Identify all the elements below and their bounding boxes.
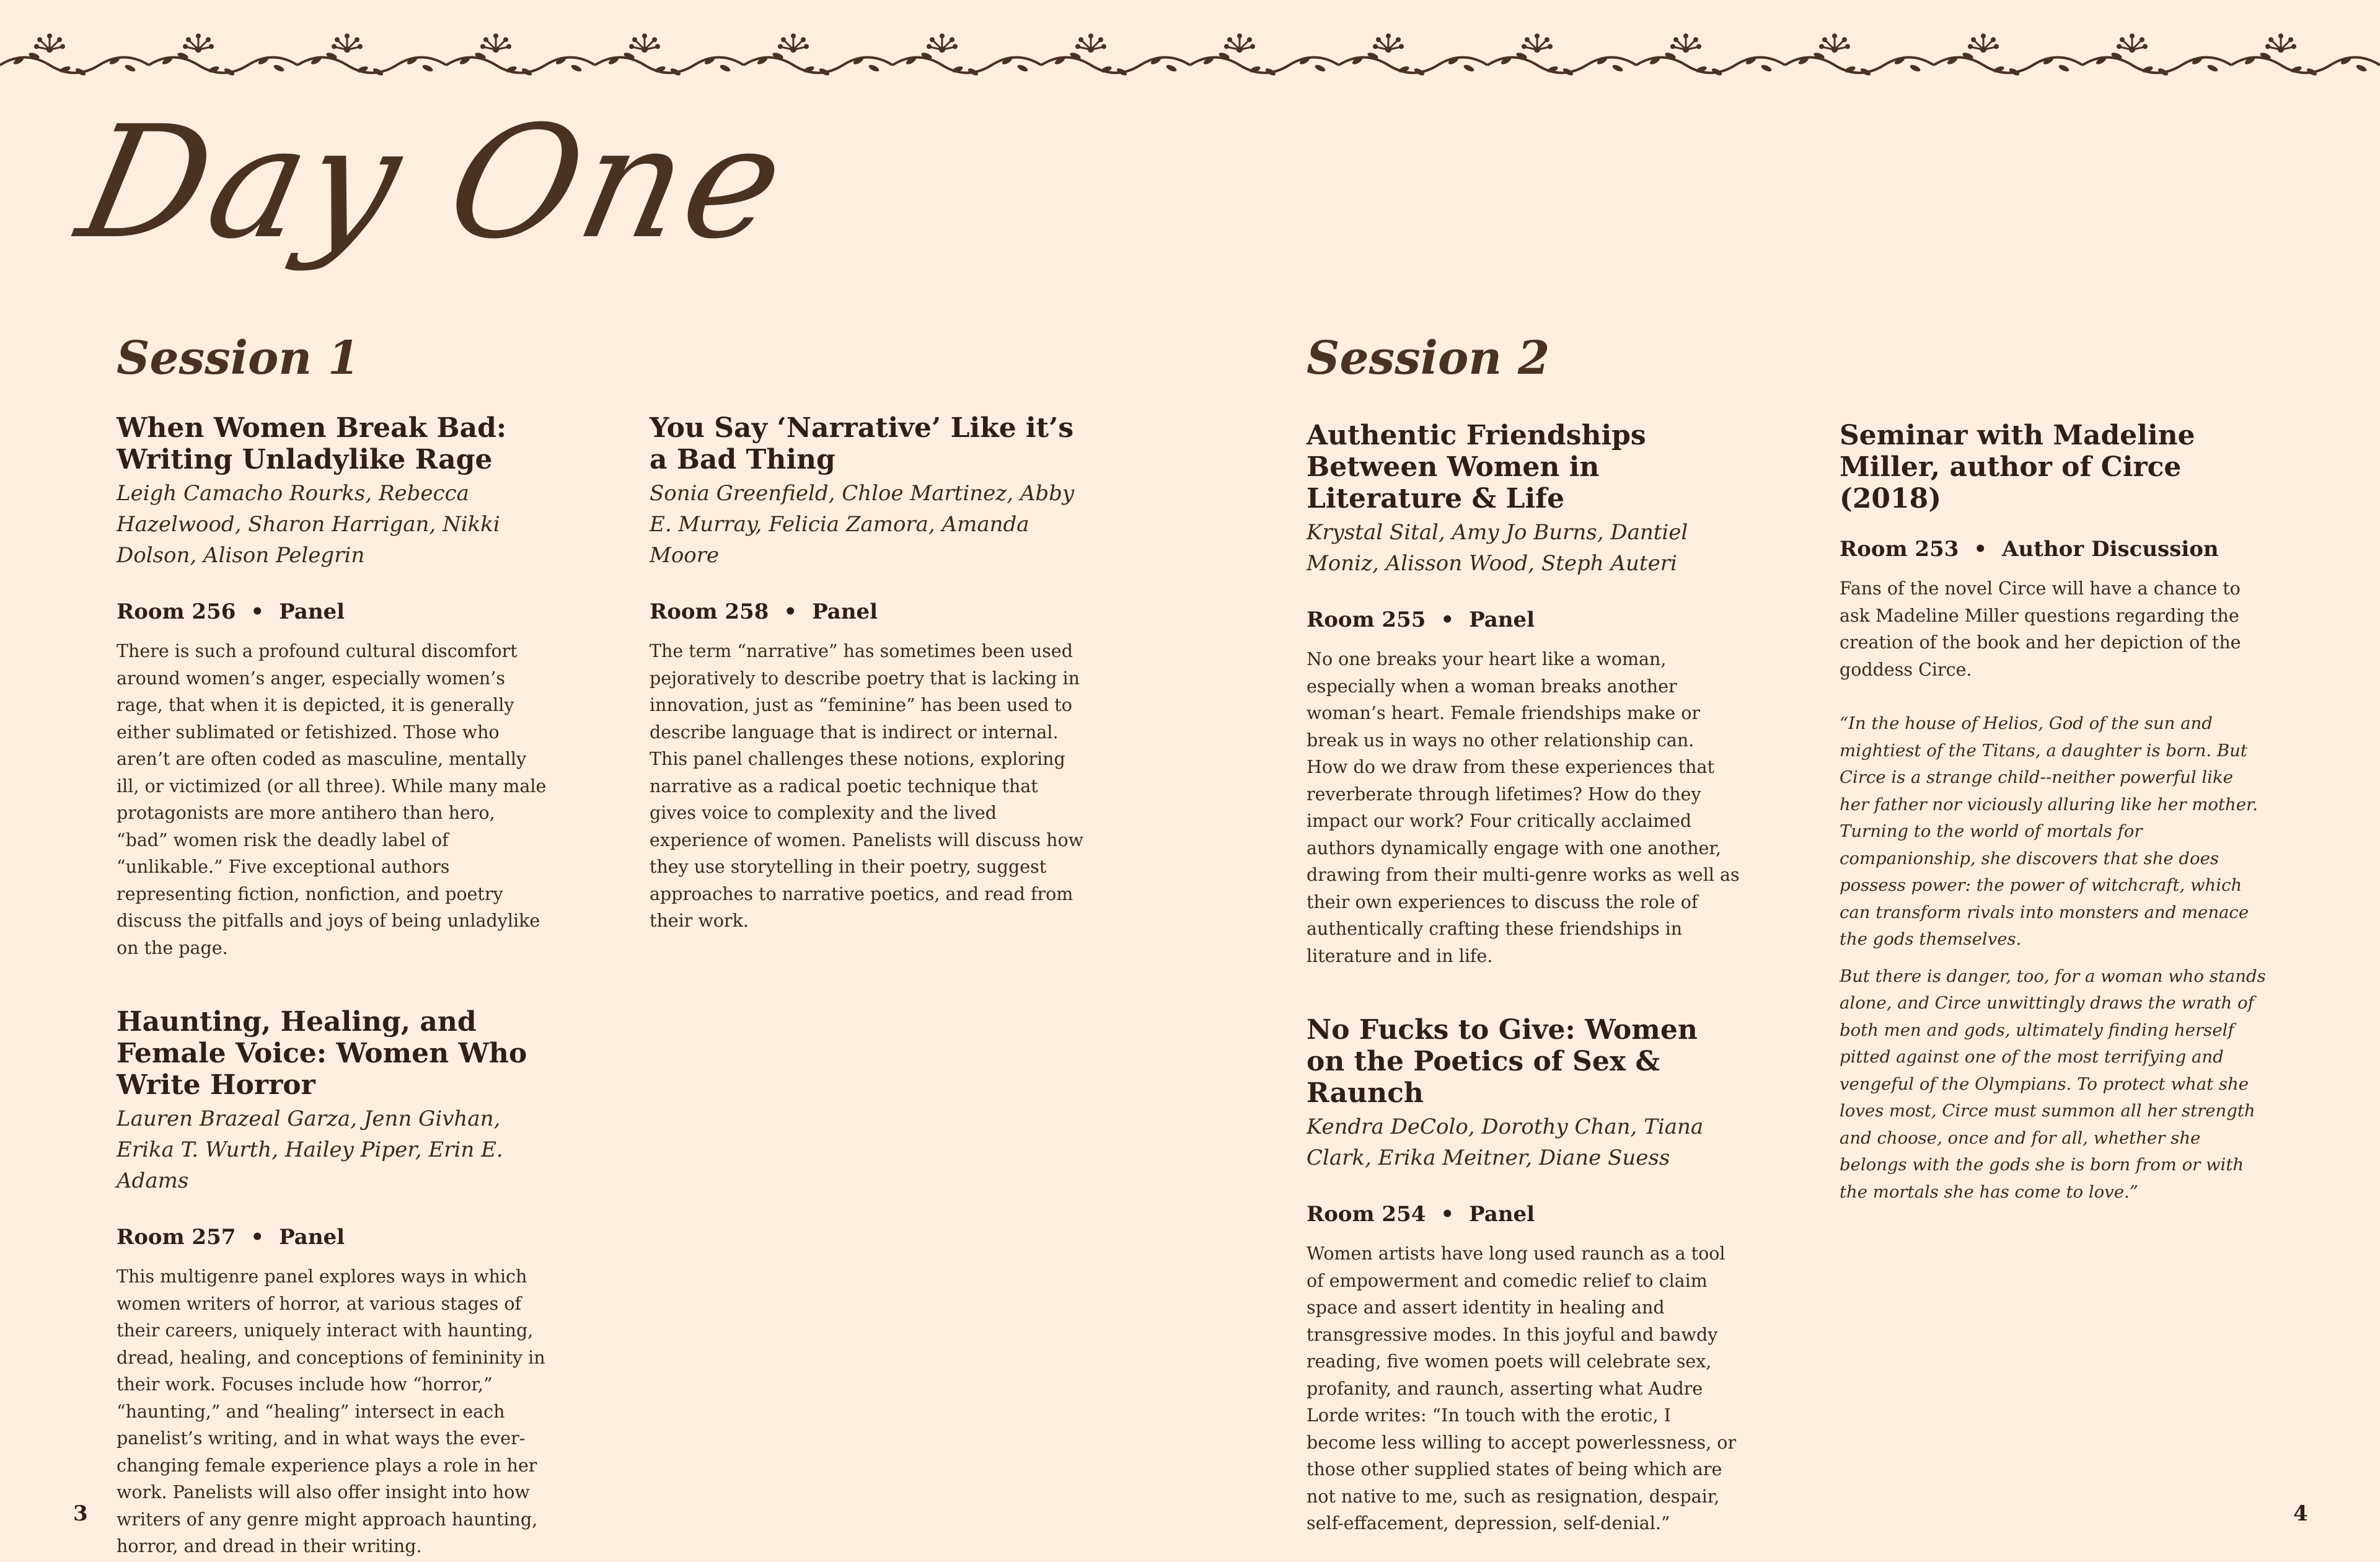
event-room: Room 257 [117,1225,236,1250]
event-no-fucks-to-give [1307,1014,1740,1537]
event-type: Author Discussion [2002,537,2219,562]
event-authors: Sonia Greenfield, Chloe Martinez, Abby E. Murray, Felicia Zamora, Amanda Moore [650,481,1075,568]
event-type: Panel [1469,1202,1535,1227]
event-meta [117,1224,550,1251]
event-room: Room 256 [117,599,236,624]
session-1-title: Session 1 [117,332,360,385]
page-number-left: 3 [73,1501,88,1526]
event-type: Panel [279,599,345,624]
event-seminar-madeline-miller [1840,420,2267,1206]
event-room: Room 253 [1840,537,1959,562]
session-1-column-left [117,412,550,1560]
session-2-title: Session 2 [1307,332,1550,385]
separator-dot: • [783,599,798,624]
floral-border-ornament [0,31,2380,87]
event-authentic-friendships [1307,420,1740,969]
event-title: You Say ‘Narrative’ Like it’s a Bad Thing [650,412,1074,475]
separator-dot: • [1440,1202,1455,1227]
event-title: When Women Break Bad: Writing Unladylike Rage [117,412,507,475]
event-authors: Lauren Brazeal Garza, Jenn Givhan, Erika T. Wurth, Hailey Piper, Erin E. Adams [117,1106,503,1193]
event-title: No Fucks to Give: Women on the Poetics of Sex & Raunch [1307,1014,1698,1109]
day-heading: Day One [65,92,802,273]
separator-dot: • [1440,607,1455,632]
event-type: Panel [812,599,878,624]
event-meta [1307,606,1740,633]
event-type: Panel [1469,607,1535,632]
session-2-column-right [1840,420,2267,1206]
event-description: This multigenre panel explores ways in which women writers of horror, at various stages of their careers, uniquely interact with haunting, dread, healing, and conceptions of femininity in their work. Focuses include how “horror,” “haunting,” and “healing” intersect in each panelist’s writing, and in what ways the ever-changing female experience plays a role in her work. Panelists will also offer insight into how writers of any genre might approach haunting, horror, and dread in their writing. [117,1266,545,1556]
event-room: Room 255 [1307,607,1426,632]
page-number-right: 4 [2293,1501,2308,1526]
event-room: Room 254 [1307,1202,1426,1227]
event-room: Room 258 [650,599,769,624]
event-authors: Krystal Sital, Amy Jo Burns, Dantiel Moniz, Alisson Wood, Steph Auteri [1307,520,1688,576]
event-title: Seminar with Madeline Miller, author of Circe (2018) [1840,420,2195,514]
event-quote-paragraph-1: “In the house of Helios, God of the sun and mightiest of the Titans, a daughter is born. But Circe is a strange child--neither powerful like her father nor viciously alluring like her mother. Turning to the world of mortals for companionship, she discovers that she does possess power: the power of witchcraft, which can transform rivals into monsters and menace the gods themselves. [1840,713,2258,949]
event-meta [117,598,550,625]
event-authors: Kendra DeColo, Dorothy Chan, Tiana Clark, Erika Meitner, Diane Suess [1307,1114,1704,1170]
event-quote-paragraph-2: But there is danger, too, for a woman who stands alone, and Circe unwittingly draws the wrath of both men and gods, ultimately finding herself pitted against one of the most terrifying and vengeful of the Olympians. To protect what she loves most, Circe must summon all her strength and choose, once and for all, whether she belongs with the gods she is born from or with the mortals she has come to love.” [1840,966,2266,1202]
session-2-column-left [1307,420,1740,1537]
event-haunting-healing [117,1006,550,1560]
event-meta [650,598,1083,625]
event-narrative [650,412,1083,935]
event-description: Fans of the novel Circe will have a chance to ask Madeline Miller questions regarding the creation of the book and her depiction of the goddess Circe. [1840,578,2241,680]
event-meta [1307,1201,1740,1228]
event-authors: Leigh Camacho Rourks, Rebecca Hazelwood, Sharon Harrigan, Nikki Dolson, Alison Pelegrin [117,481,500,568]
event-type: Panel [279,1225,345,1250]
separator-dot: • [250,1225,265,1250]
event-title: Haunting, Healing, and Female Voice: Women Who Write Horror [117,1006,527,1101]
event-description: There is such a profound cultural discomfort around women’s anger, especially women’s rage, that when it is depicted, it is generally either sublimated or fetishized. Those who aren’t are often coded as masculine, mentally ill, or victimized (or all three). While many male protagonists are more antihero than hero, “bad” women risk the deadly label of “unlikable.” Five exceptional authors representing fiction, nonfiction, and poetry discuss the pitfalls and joys of being unladylike on the page. [117,641,547,958]
event-description: Women artists have long used raunch as a tool of empowerment and comedic relief to claim space and assert identity in healing and transgressive modes. In this joyful and bawdy reading, five women poets will celebrate sex, profanity, and raunch, asserting what Audre Lorde writes: “In touch with the erotic, I become less willing to accept powerlessness, or those other supplied states of being which are not native to me, such as resignation, despair, self-effacement, depression, self-denial.” [1307,1243,1737,1533]
event-when-women-break-bad [117,412,550,961]
session-1-column-right [650,412,1083,935]
separator-dot: • [250,599,265,624]
event-description: No one breaks your heart like a woman, especially when a woman breaks another woman’s heart. Female friendships make or break us in ways no other relationship can. How do we draw from these experiences that reverberate through lifetimes? How do they impact our work? Four critically acclaimed authors dynamically engage with one another, drawing from their multi-genre works as well as their own experiences to discuss the role of authentically crafting these friendships in literature and in life. [1307,649,1740,966]
event-meta [1840,536,2267,563]
event-description: The term “narrative” has sometimes been used pejoratively to describe poetry that is lacking in innovation, just as “feminine” has been used to describe language that is indirect or internal. This panel challenges these notions, exploring narrative as a radical poetic technique that gives voice to complexity and the lived experience of women. Panelists will discuss how they use storytelling in their poetry, suggest approaches to narrative poetics, and read from their work. [650,641,1084,931]
separator-dot: • [1973,537,1988,562]
event-title: Authentic Friendships Between Women in Literature & Life [1307,420,1646,514]
